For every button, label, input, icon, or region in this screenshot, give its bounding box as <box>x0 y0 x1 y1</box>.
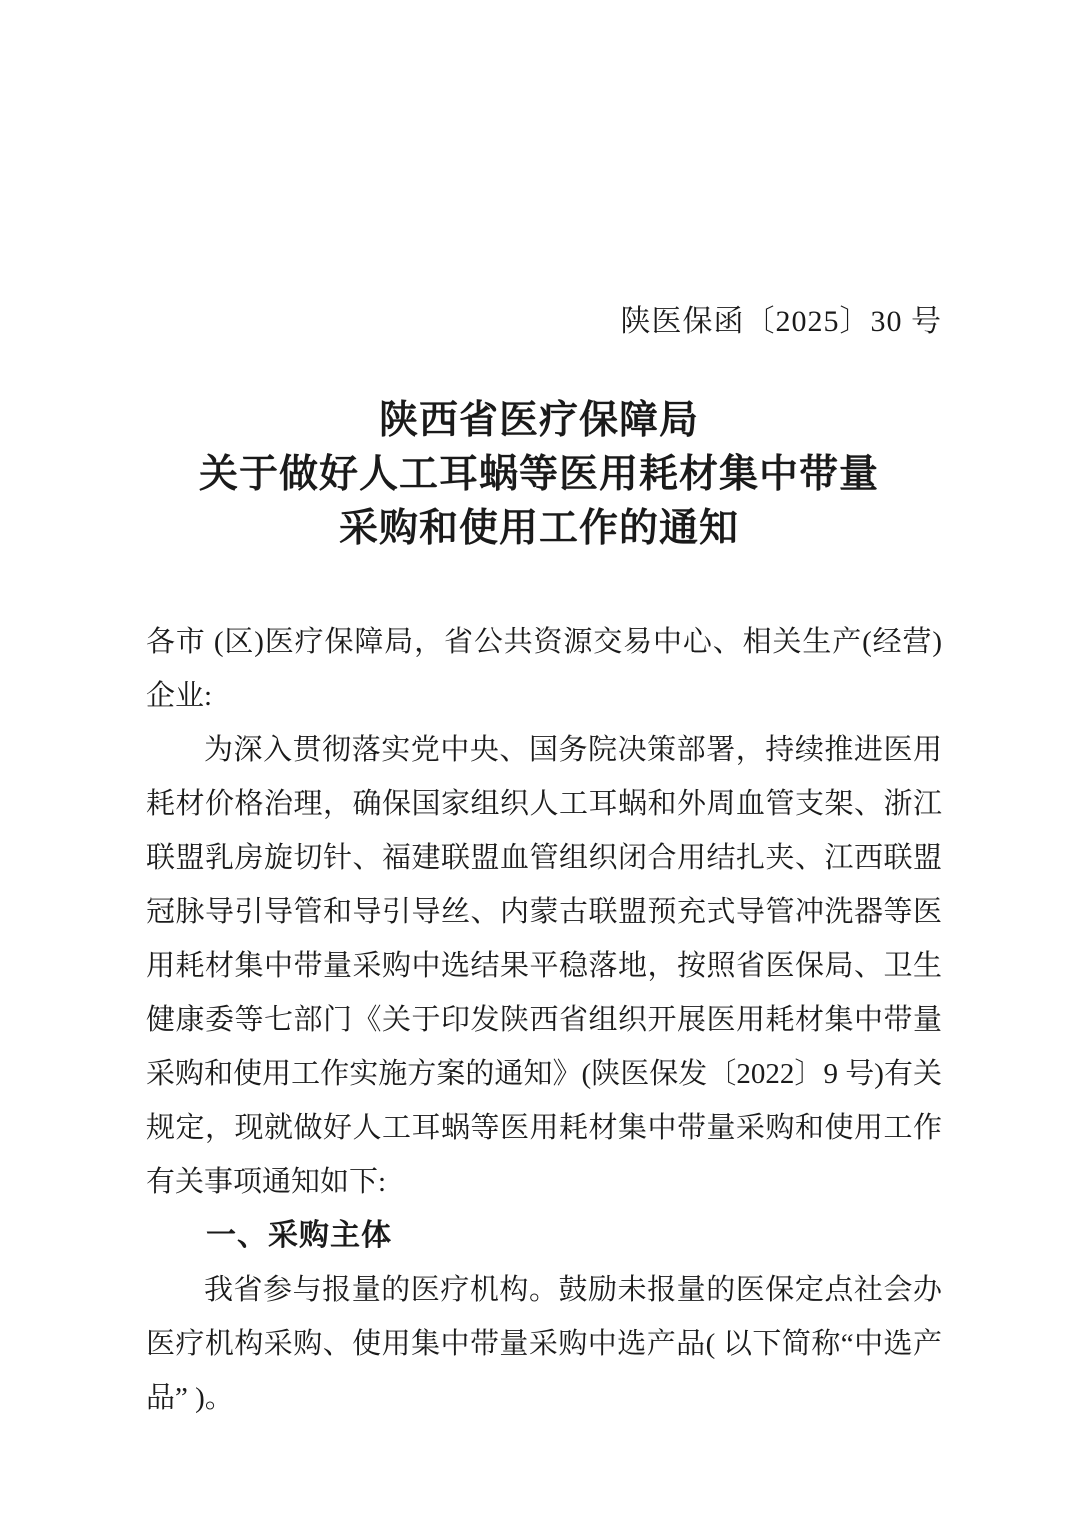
paragraph-procurement-subject: 我省参与报量的医疗机构。鼓励未报量的医保定点社会办医疗机构采购、使用集中带量采购中选产品( 以下简称“中选产品” )。 <box>146 1274 942 1414</box>
document-title-line-3: 采购和使用工作的通知 <box>338 507 739 550</box>
section-heading-procurement-subject: 一、采购主体 <box>206 1219 392 1252</box>
document-body <box>146 615 942 1425</box>
document-title-line-2: 关于做好人工耳蜗等医用耗材集中带量 <box>198 453 879 496</box>
salutation: 各市 (区)医疗保障局，省公共资源交易中心、相关生产(经营)企业: <box>146 626 942 712</box>
paragraph-background: 为深入贯彻落实党中央、国务院决策部署，持续推进医用耗材价格治理，确保国家组织人工耳蜗和外周血管支架、浙江联盟乳房旋切针、福建联盟血管组织闭合用结扎夹、江西联盟冠脉导引导管和导引导丝、内蒙古联盟预充式导管冲洗器等医用耗材集中带量采购中选结果平稳落地，按照省医保局、卫生健康委等七部门《关于印发陕西省组织开展医用耗材集中带量采购和使用工作实施方案的通知》(陕医保发〔2022〕9 号)有关规定，现就做好人工耳蜗等医用耗材集中带量采购和使用工作有关事项通知如下: <box>146 734 942 1198</box>
document-title <box>133 394 945 556</box>
document-title-line-1: 陕西省医疗保障局 <box>378 399 699 442</box>
document-number: 陕医保函〔2025〕30 号 <box>620 305 942 338</box>
